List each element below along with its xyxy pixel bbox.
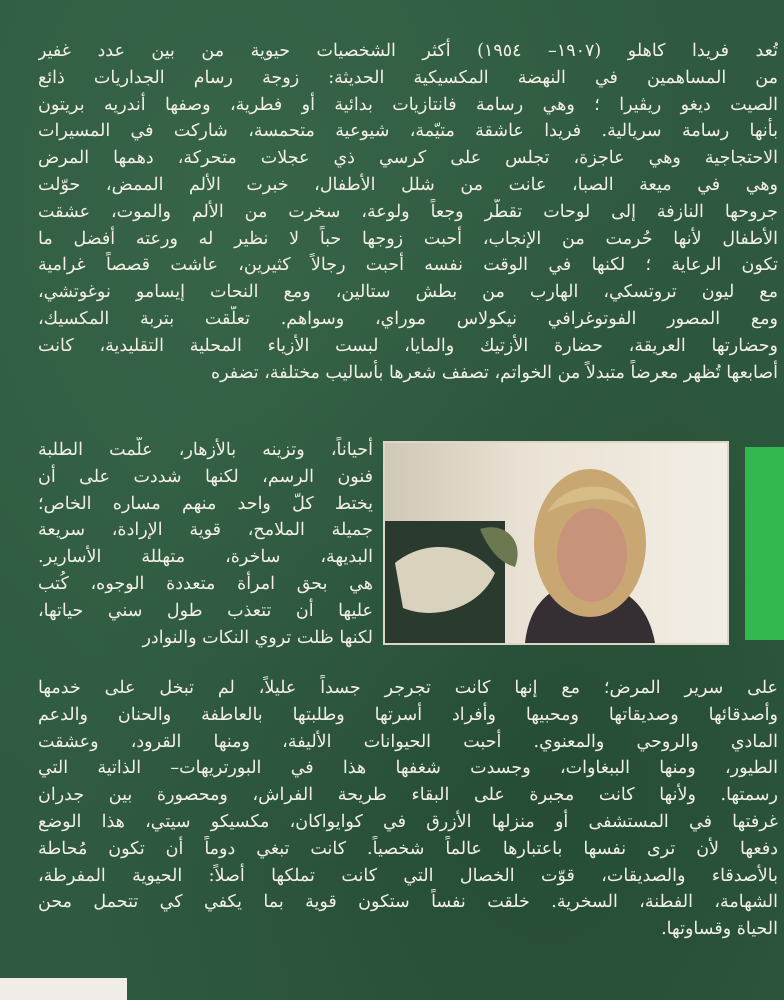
side-paragraph-line: أحياناً، وتزينه بالأزهار، علّمت الطلبة <box>38 440 373 460</box>
side-paragraph-line: جميلة الملامح، قوية الإرادة، سريعة <box>38 520 373 541</box>
side-paragraph-line: يختط كلّ واحد منهم مساره الخاص؛ <box>38 493 373 514</box>
accent-tab <box>745 447 784 640</box>
bottom-paragraph-line: الشهامة، الفطنة، السخرية. خلقت نفساً ستكون قوية بما يكفي كي تتحمل محن <box>38 892 778 913</box>
face <box>557 508 627 602</box>
bottom-paragraph-line: غرفتها في المستشفى أو منزلها الأزرق في كوايواكان، مكسيكو سيتي، هذا الوضع <box>38 811 778 832</box>
bottom-paragraph-line: بالأصدقاء والصديقات، قوّت الخصال التي كانت تملكها أصلاً: الحيوية المفرطة، <box>38 865 778 886</box>
top-paragraph-line: تُعد فريدا كاهلو (١٩٠٧– ١٩٥٤) أكثر الشخصيات حيوية من بين عدد غفير <box>38 41 778 61</box>
top-paragraph-line: من المساهمين في النهضة المكسيكية الحديثة: زوجة رسام الجداريات ذائع <box>38 67 778 88</box>
side-paragraph-line: عليها أن تتعذب طول سني حياتها، <box>38 600 373 621</box>
bottom-paragraph-line: وأصدقائها وصديقاتها ومحبيها وأفراد أسرتها وطلبتها بالعاطفة والحنان والدعم <box>38 704 778 725</box>
top-paragraph-line: الاحتجاجية وهي عاجزة، تجلس على كرسي ذي عجلات متحركة، دهمها المرض <box>38 148 778 169</box>
top-paragraph-line: وحضارتها العريقة، حضارة الأزتيك والمايا، لبست الأزياء المحلية التقليدية، كانت <box>38 335 778 356</box>
bottom-paragraph-line: الطيور، ومنها الببغاوات، وجسدت شغفها هذا في البورتريهات– الذاتية التي <box>38 758 778 779</box>
top-paragraph-line: تكون الرعاية ؛ لكنها في الوقت نفسه أحبت رجالاً كثيرين، عاشت قصصاً غرامية <box>38 255 778 276</box>
side-paragraph-line: البديهة، ساخرة، متهللة الأسارير. <box>38 547 373 568</box>
top-paragraph-line: الصيت ديغو ريڤيرا ؛ وهي رسامة فانتازيات بدائية أو فطرية، وصفها أندريه بريتون <box>38 94 778 115</box>
side-paragraph-line: لكنها ظلت تروي النكات والنوادر <box>142 627 373 648</box>
bottom-paragraph-line: على سرير المرض؛ مع إنها كانت تجرجر جسداً عليلاً، لم تبخل على خدمها <box>38 678 778 698</box>
bottom-paragraph <box>38 675 778 943</box>
side-paragraph-line: هي بحق امرأة متعددة الوجوه، كُتب <box>38 573 373 594</box>
bottom-paragraph-line: رسمتها. ولأنها كانت مجبرة على البقاء طريحة الفراش، ومحصورة بين جدران <box>38 785 778 806</box>
side-paragraph <box>38 437 373 651</box>
corner-label <box>0 978 127 1000</box>
top-paragraph-line: جروحها النازفة إلى لوحات تقطّر وجعاً ولوعة، سخرت من الألم والموت، عشقت <box>38 201 778 222</box>
top-paragraph-line: ومع المصور الفوتوغرافي نيكولاس موراي، وسواهم. تعلّقت بتربة المكسيك، <box>38 308 778 329</box>
top-paragraph-line: الأطفال لأنها حُرمت من الإنجاب، أحبت زوجها حباً لا نظير له ورعته أفضل ما <box>38 228 778 249</box>
portrait-photo <box>383 441 729 645</box>
top-paragraph-line: أصابعها تُظهر معرضاً متبدلاً من الخواتم، تصفف شعرها بأساليب مختلفة، تضفره <box>210 362 778 383</box>
top-paragraph-line: بأنها رسامة سريالية. فريدا عاشقة متيّمة، شيوعية متحمسة، شاركت في المسيرات <box>38 121 778 142</box>
top-paragraph-line: مع ليون تروتسكي، الهارب من بطش ستالين، ومع النحات إيسامو نوغوتشي، <box>38 282 778 303</box>
side-paragraph-line: فنون الرسم، لكنها شددت على أن <box>38 466 373 487</box>
bottom-paragraph-line: المادي والروحي والمعنوي. أحبت الحيوانات الأليفة، ومنها القرود، وعشقت <box>38 731 778 752</box>
top-paragraph-line: وهي في ميعة الصبا، عانت من شلل الأطفال، خبرت الألم الممض، حوّلت <box>38 174 778 195</box>
portrait-illustration <box>385 443 727 643</box>
bottom-paragraph-line: دفعها لأن ترى نفسها باعتبارها عالماً شخصياً. كانت تبغي دوماً أن تكون مُحاطة <box>38 838 778 859</box>
bottom-paragraph-line: الحياة وقساوتها. <box>661 919 778 940</box>
top-paragraph <box>38 38 778 386</box>
